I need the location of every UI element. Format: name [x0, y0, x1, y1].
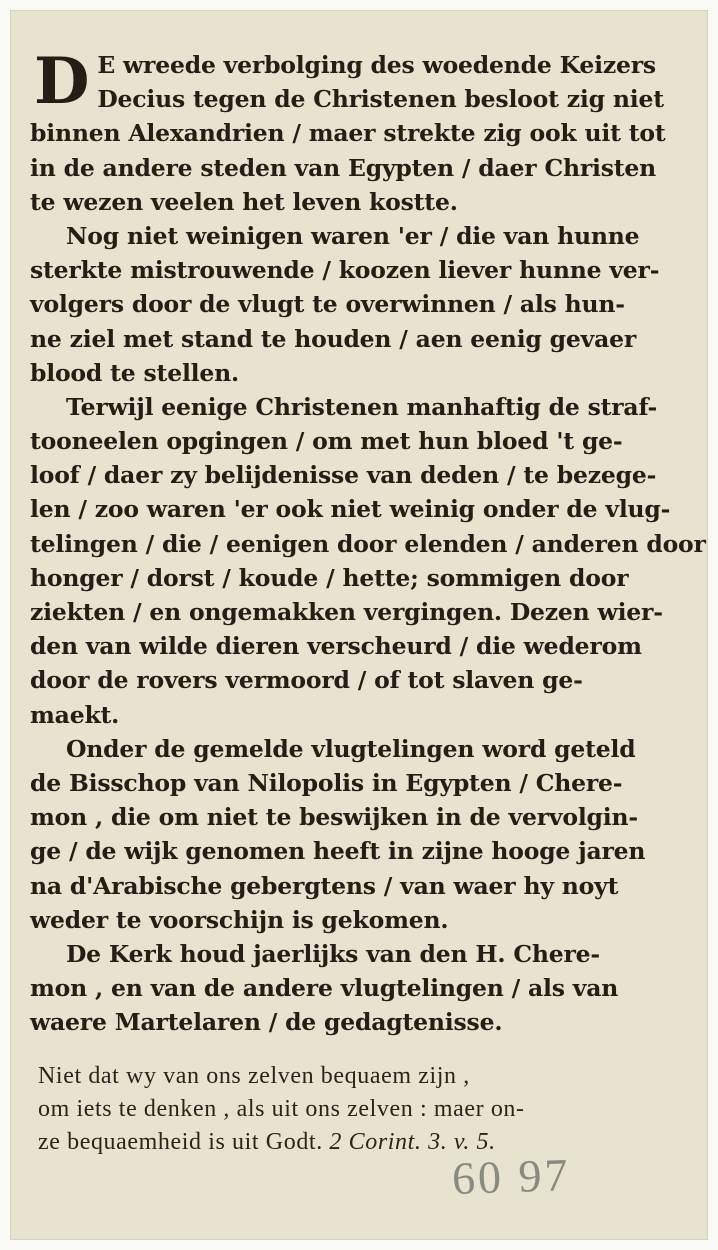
- paragraph-3: [30, 390, 706, 732]
- motto-text: ze bequaemheid is uit Godt.: [38, 1129, 323, 1155]
- paragraph-5: [30, 937, 670, 1040]
- text-line: maekt.: [30, 700, 120, 729]
- text-line: mon , die om niet te beswijken in de vervolgin-: [30, 803, 638, 832]
- text-line: waere Martelaren / de gedagtenisse.: [30, 1008, 503, 1037]
- motto-line: om iets te denken , als uit ons zelven : maer on-: [38, 1096, 525, 1122]
- text-line: len / zoo waren 'er ook niet weinig onder de vlug-: [30, 495, 671, 524]
- text-line: E wreede verbolging des woedende Keizers: [97, 51, 656, 79]
- text-line: door de rovers vermoord / of tot slaven ge-: [30, 666, 583, 695]
- text-line: Nog niet weinigen waren 'er / die van hunne: [66, 221, 640, 250]
- motto-verse: [38, 1060, 678, 1159]
- text-line: ge / de wijk genomen heeft in zijne hooge jaren: [30, 837, 646, 866]
- paragraph-4: [30, 732, 670, 937]
- text-line: ne ziel met stand te houden / aen eenig gevaer: [30, 324, 637, 353]
- text-line: Onder de gemelde vlugtelingen word geteld: [66, 734, 636, 763]
- handwritten-note: 60 97: [451, 1148, 572, 1205]
- text-line: Terwijl eenige Christenen manhaftig de straf-: [66, 392, 658, 421]
- motto-line: [38, 1126, 678, 1159]
- main-text: [30, 44, 706, 1039]
- text-line: den van wilde dieren verscheurd / die wederom: [30, 632, 642, 661]
- text-line: blood te stellen.: [30, 358, 240, 387]
- bible-reference: 2 Corint. 3. v. 5.: [329, 1129, 496, 1155]
- text-line: tooneelen opgingen / om met hun bloed 't ge-: [30, 427, 623, 456]
- text-line: na d'Arabische gebergtens / van waer hy noyt: [30, 871, 619, 900]
- text-line: de Bisschop van Nilopolis in Egypten / Chere-: [30, 768, 623, 797]
- text-line: Decius tegen de Christenen besloot zig niet: [97, 85, 664, 114]
- paragraph-1: [30, 44, 670, 219]
- text-line: loof / daer zy belijdenisse van deden / te bezege-: [30, 461, 657, 490]
- text-line: ziekten / en ongemakken vergingen. Dezen wier-: [30, 598, 663, 626]
- text-line: honger / dorst / koude / hette; sommigen door: [30, 563, 629, 592]
- text-line: De Kerk houd jaerlijks van den H. Chere-: [66, 939, 600, 968]
- text-line: volgers door de vlugt te overwinnen / als hun-: [30, 290, 625, 319]
- text-line: telingen / die / eenigen door elenden / anderen door: [30, 529, 706, 558]
- text-line: te wezen veelen het leven kostte.: [30, 187, 458, 216]
- text-line: sterkte mistrouwende / koozen liever hunne ver-: [30, 256, 660, 285]
- motto-line: Niet dat wy van ons zelven bequaem zijn ,: [38, 1063, 470, 1089]
- text-line: in de andere steden van Egypten / daer Christen: [30, 153, 657, 182]
- paragraph-2: [30, 219, 670, 390]
- text-line: mon , en van de andere vlugtelingen / als van: [30, 974, 619, 1003]
- text-line: weder te voorschijn is gekomen.: [30, 905, 449, 934]
- text-line: binnen Alexandrien / maer strekte zig ook uit tot: [30, 119, 666, 148]
- drop-cap: D: [34, 44, 90, 119]
